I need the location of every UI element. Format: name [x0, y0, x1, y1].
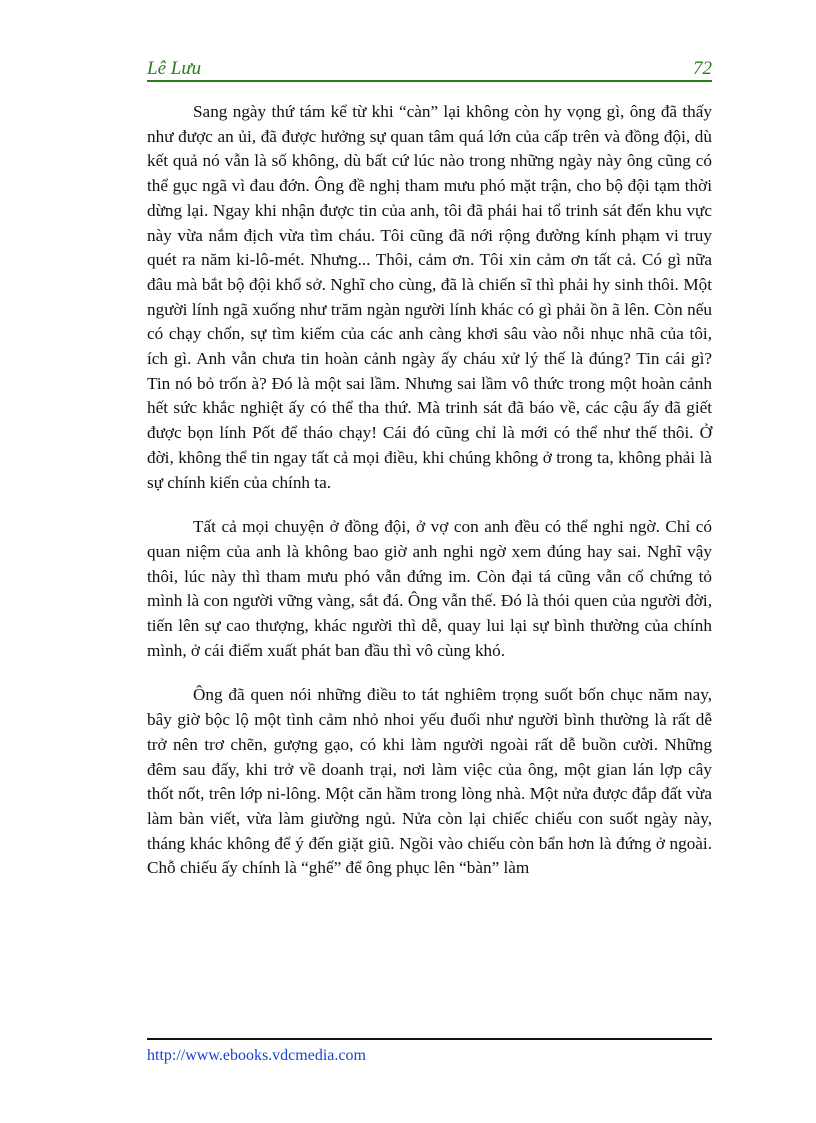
paragraph: Sang ngày thứ tám kể từ khi “càn” lại không còn hy vọng gì, ông đã thấy như được an ủi, đã được hưởng sự quan tâm quá lớn của cấp trên và đồng đội, dù kết quả nó vẫn là số không, dù bất cứ lúc nào trong những ngày này ông cũng có thể gục ngã vì đau đớn. Ông đề nghị tham mưu phó mặt trận, cho bộ đội tạm thời dừng lại. Ngay khi nhận được tin của anh, tôi đã phái hai tổ trinh sát đến khu vực này vừa nắm địch vừa tìm cháu. Tôi cũng đã nới rộng đường kính phạm vi truy quét ra năm ki-lô-mét. Nhưng... Thôi, cảm ơn. Tôi xin cảm ơn tất cả. Có gì nữa đâu mà bắt bộ đội khổ sở. Nghĩ cho cùng, đã là chiến sĩ thì phải hy sinh thôi. Một người lính ngã xuống như trăm ngàn người lính khác có gì phải ồn ã lên. Còn nếu có chạy chốn, sự tìm kiếm của các anh càng khơi sâu vào nỗi nhục nhã của tôi, ích gì. Anh vẫn chưa tin hoàn cảnh ngày ấy cháu xử lý thế là đúng? Tin cái gì? Tin nó bỏ trốn à? Đó là một sai lầm. Nhưng sai lầm vô thức trong một hoàn cảnh hết sức khắc nghiệt ấy có thể tha thứ. Mà trinh sát đã báo về, các cậu ấy đã giết được bọn lính Pốt để tháo chạy! Cái đó cũng chỉ là mới có thể như thế thôi. Ở đời, không thể tin ngay tất cả mọi điều, khi chúng không ở trong ta, không phải là sự chính kiến của chính ta.	[147, 102, 712, 492]
paragraph: Ông đã quen nói những điều to tát nghiêm trọng suốt bốn chục năm nay, bây giờ bộc lộ một tình cảm nhỏ nhoi yếu đuối như người bình thường là rất dễ trở nên trơ chẽn, gượng gạo, có khi làm người ngoài rất dễ buồn cười. Những đêm sau đấy, khi trở về doanh trại, nơi làm việc của ông, một gian lán lợp cây thốt nốt, trên lớp ni-lông. Một căn hầm trong lòng nhà. Một nửa được đắp đất vừa làm bàn viết, vừa làm giường ngủ. Nửa còn lại chiếc chiếu con suốt ngày này, tháng khác không để ý đến giặt giũ. Ngồi vào chiếu còn bẩn hơn là đứng ở ngoài. Chỗ chiếu ấy chính là “ghế” để ông phục lên “bàn” làm	[147, 685, 712, 878]
page-header	[147, 58, 712, 80]
header-author: Lê Lưu	[147, 58, 202, 79]
paragraph: Tất cả mọi chuyện ở đồng đội, ở vợ con anh đều có thể nghi ngờ. Chỉ có quan niệm của anh là không bao giờ anh nghi ngờ xem đúng hay sai. Nghĩ vậy thôi, lúc này thì tham mưu phó vẫn đứng im. Còn đại tá cũng vẫn cố chứng tỏ mình là con người vững vàng, sắt đá. Ông vẫn thế. Đó là thói quen của người đời, tiến lên sự cao thượng, khác người thì dễ, quay lui lại sự bình thường của chính mình, ở cái điểm xuất phát ban đầu thì vô cùng khó.	[147, 517, 712, 660]
footer-website-link[interactable]: http://www.ebooks.vdcmedia.com	[147, 1047, 366, 1064]
header-divider	[147, 80, 712, 82]
body-text	[147, 100, 712, 901]
page-number: 72	[693, 58, 712, 79]
footer-divider	[147, 1038, 712, 1040]
